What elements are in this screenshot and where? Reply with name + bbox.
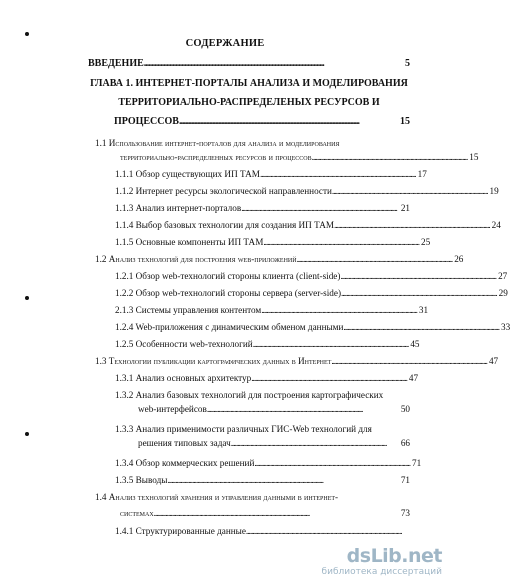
- toc-subsection-1-1-5[interactable]: 1.1.5 Основные компоненты ИП ТАМ ........................................................................................................................ 25: [115, 237, 431, 247]
- toc-section-1-1-line-2[interactable]: территориально-распределенных ресурсов и процессов ........................................................................................................................ 15: [120, 152, 479, 162]
- toc-subsection-1-3-5[interactable]: 1.3.5 Выводы ........................................................................................................................ 71: [115, 475, 410, 485]
- dslib-watermark: [321, 545, 442, 578]
- toc-subsection-1-2-2[interactable]: 1.2.2 Обзор web-технологий стороны сервера (server-side) ........................................................................................................................ 29: [115, 288, 508, 298]
- toc-subsection-1-3-2-line-1[interactable]: 1.3.2 Анализ базовых технологий для построения картографических: [115, 390, 384, 400]
- toc-section-1-4-line-2[interactable]: системах ........................................................................................................................ 73: [120, 508, 410, 518]
- toc-subsection-1-1-1[interactable]: 1.1.1 Обзор существующих ИП ТАМ ........................................................................................................................ 17: [115, 169, 427, 179]
- scan-mark: [25, 432, 29, 436]
- toc-subsection-1-3-2-line-2[interactable]: web-интерфейсов ........................................................................................................................ 50: [138, 404, 410, 414]
- scan-mark: [25, 296, 29, 300]
- toc-subsection-1-1-3[interactable]: 1.1.3 Анализ интернет-порталов ........................................................................................................................ 21: [115, 203, 410, 213]
- toc-section-1-2[interactable]: 1.2 Анализ технологий для построения web-приложений ........................................................................................................................ 26: [95, 254, 464, 264]
- toc-subsection-1-1-2[interactable]: 1.1.2 Интернет ресурсы экологической направленности ........................................................................................................................ 19: [115, 186, 499, 196]
- toc-section-1-4-line-1[interactable]: 1.4 Анализ технологий хранения и управления данными в интернет-: [95, 492, 339, 502]
- toc-subsection-1-3-1[interactable]: 1.3.1 Анализ основных архитектур ........................................................................................................................ 47: [115, 373, 419, 383]
- toc-title: СОДЕРЖАНИЕ: [185, 38, 265, 49]
- toc-subsection-1-1-4[interactable]: 1.1.4 Выбор базовых технологии для создания ИП ТАМ ........................................................................................................................ 24: [115, 220, 501, 230]
- toc-subsection-1-3-3-line-1[interactable]: 1.3.3 Анализ применимости различных ГИС-Web технологий для: [115, 424, 372, 434]
- toc-section-1-3[interactable]: 1.3 Технологии публикации картографических данных в Интернет ........................................................................................................................ 47: [95, 356, 499, 366]
- toc-subsection-1-3-3-line-2[interactable]: решения типовых задач ........................................................................................................................ 66: [138, 438, 410, 448]
- toc-chapter-1-line-3[interactable]: ПРОЦЕССОВ ........................................................................................................................ 15: [114, 116, 410, 127]
- toc-entry-intro[interactable]: ВВЕДЕНИЕ ........................................................................................................................ 5: [88, 58, 410, 69]
- toc-subsection-1-3-4[interactable]: 1.3.4 Обзор коммерческих решений ........................................................................................................................ 71: [115, 458, 422, 468]
- scan-mark: [25, 32, 29, 36]
- toc-subsection-1-2-4[interactable]: 1.2.4 Web-приложения с динамическим обменом данными ........................................................................................................................ 33: [115, 322, 510, 332]
- toc-subsection-2-1-3[interactable]: 2.1.3 Системы управления контентом ........................................................................................................................ 31: [115, 305, 429, 315]
- toc-chapter-1-line-1[interactable]: ГЛАВА 1. ИНТЕРНЕТ-ПОРТАЛЫ АНАЛИЗА И МОДЕЛИРОВАНИЯ: [90, 78, 408, 89]
- dslib-logo: dsLib.net: [346, 545, 442, 567]
- toc-section-1-1-line-1[interactable]: 1.1 Использование интернет-порталов для анализа и моделирования: [95, 138, 340, 148]
- toc-subsection-1-2-5[interactable]: 1.2.5 Особенности web-технологий ........................................................................................................................ 45: [115, 339, 420, 349]
- dslib-subtitle: библиотека диссертаций: [321, 567, 442, 577]
- toc-chapter-1-line-2[interactable]: ТЕРРИТОРИАЛЬНО-РАСПРЕДЕЛЕНЫХ РЕСУРСОВ И: [118, 97, 380, 108]
- toc-subsection-1-2-1[interactable]: 1.2.1 Обзор web-технологий стороны клиента (client-side) ........................................................................................................................ 27: [115, 271, 508, 281]
- toc-subsection-1-4-1[interactable]: 1.4.1 Структурированные данные ........................................................................................................................: [115, 526, 402, 536]
